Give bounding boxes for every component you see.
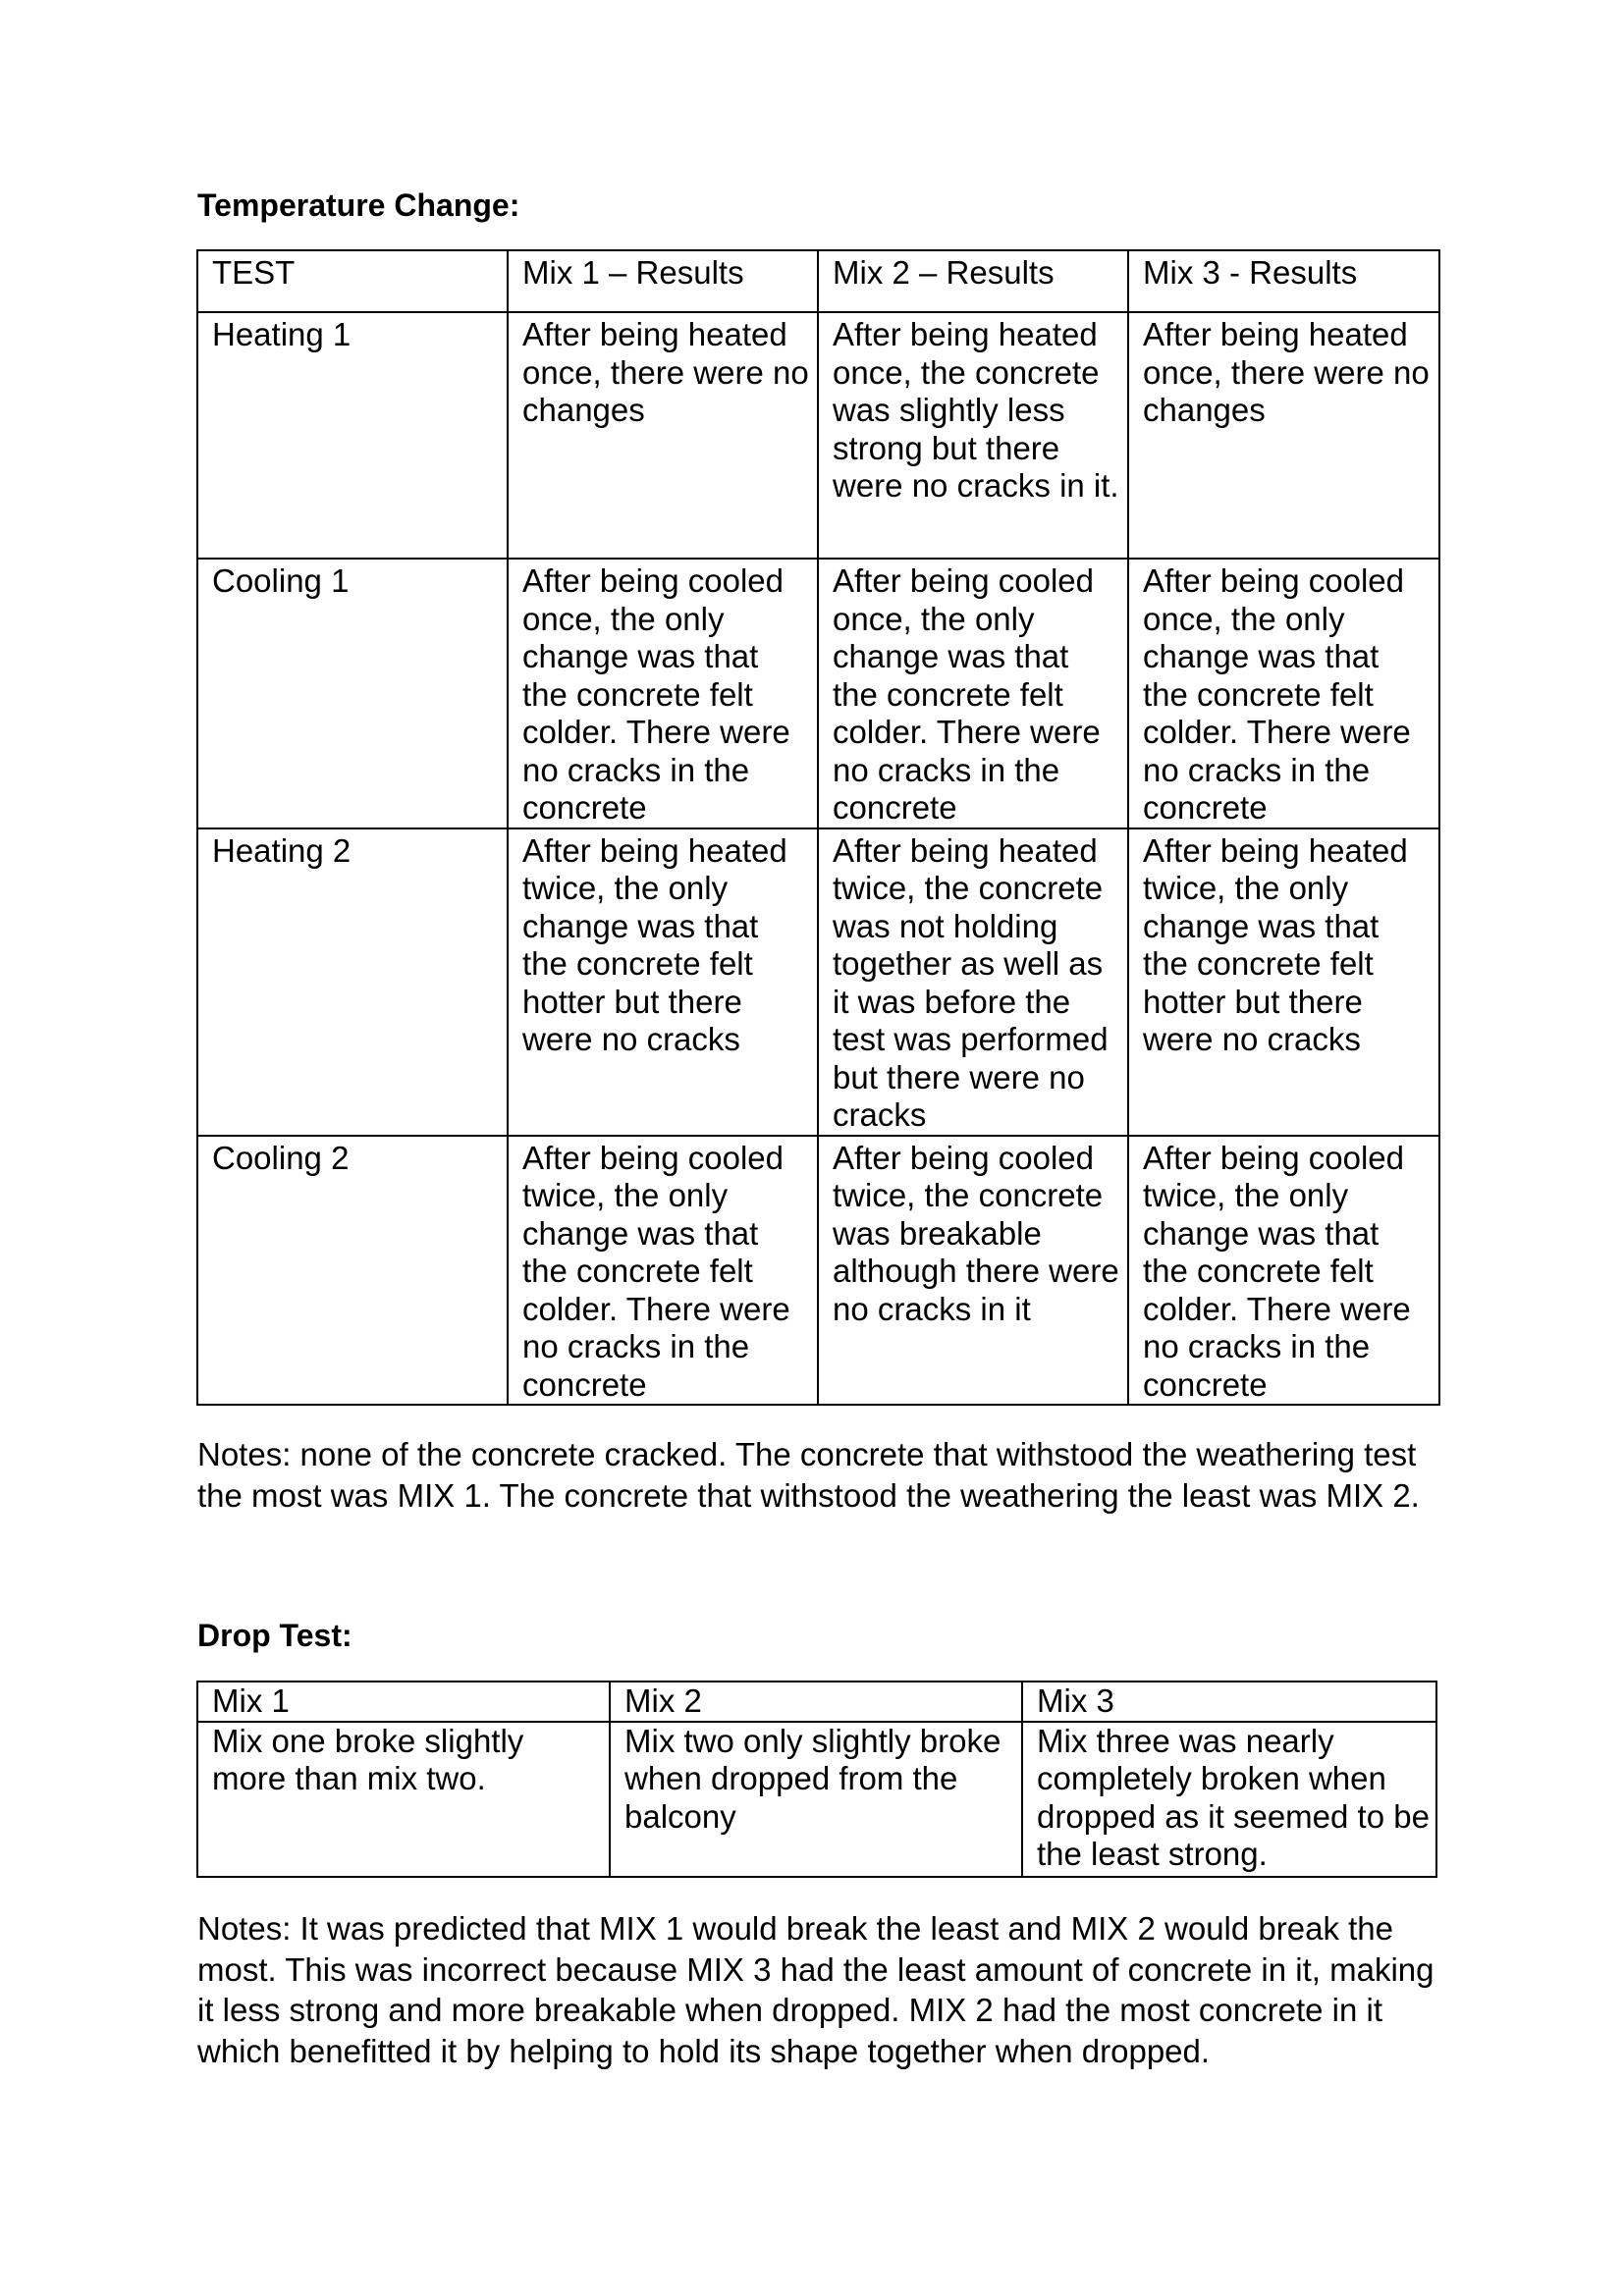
mix2-result-cell: After being heated once, the concrete was slightly less strong but there were no cracks in it. <box>818 312 1128 559</box>
test-name-cell: Heating 2 <box>197 828 508 1136</box>
drop-test-table <box>196 1681 1437 1878</box>
header-cell-mix2: Mix 2 <box>610 1682 1022 1722</box>
mix3-drop-result-cell: Mix three was nearly completely broken when dropped as it seemed to be the least strong. <box>1022 1722 1436 1877</box>
table-row <box>197 828 1439 1136</box>
test-name-cell: Heating 1 <box>197 312 508 559</box>
header-cell-mix2: Mix 2 – Results <box>818 250 1128 312</box>
table-row <box>197 1722 1436 1877</box>
header-cell-test: TEST <box>197 250 508 312</box>
drop-test-notes: Notes: It was predicted that MIX 1 would break the least and MIX 2 would break the most. This was incorrect because MIX 3 had the least amount of concrete in it, making it less strong and more breakable when dropped. MIX 2 had the most concrete in it which benefitted it by helping to hold its shape together when dropped. <box>197 1910 1435 2069</box>
mix3-result-cell: After being heated once, there were no changes <box>1128 312 1439 559</box>
header-cell-mix3: Mix 3 <box>1022 1682 1436 1722</box>
mix2-result-cell: After being cooled once, the only change was that the concrete felt colder. There were no cracks in the concrete <box>818 559 1128 828</box>
mix1-drop-result-cell: Mix one broke slightly more than mix two. <box>197 1722 610 1877</box>
mix2-drop-result-cell: Mix two only slightly broke when dropped from the balcony <box>610 1722 1022 1877</box>
temperature-change-table <box>196 249 1440 1406</box>
mix2-result-cell: After being heated twice, the concrete was not holding together as well as it was before the test was performed but there were no cracks <box>818 828 1128 1136</box>
temperature-change-heading: Temperature Change: <box>197 187 520 223</box>
table-row <box>197 1136 1439 1406</box>
mix1-result-cell: After being heated twice, the only change was that the concrete felt hotter but there were no cracks <box>508 828 818 1136</box>
mix3-result-cell: After being cooled twice, the only change was that the concrete felt colder. There were no cracks in the concrete <box>1128 1136 1439 1406</box>
mix3-result-cell: After being cooled once, the only change was that the concrete felt colder. There were no cracks in the concrete <box>1128 559 1439 828</box>
mix3-result-cell: After being heated twice, the only change was that the concrete felt hotter but there were no cracks <box>1128 828 1439 1136</box>
temperature-notes: Notes: none of the concrete cracked. The concrete that withstood the weathering test the most was MIX 1. The concrete that withstood the weathering the least was MIX 2. <box>197 1436 1420 1514</box>
test-name-cell: Cooling 2 <box>197 1136 508 1406</box>
mix1-result-cell: After being heated once, there were no changes <box>508 312 818 559</box>
mix1-result-cell: After being cooled once, the only change was that the concrete felt colder. There were no cracks in the concrete <box>508 559 818 828</box>
mix1-result-cell: After being cooled twice, the only change was that the concrete felt colder. There were no cracks in the concrete <box>508 1136 818 1406</box>
mix2-result-cell: After being cooled twice, the concrete was breakable although there were no cracks in it <box>818 1136 1128 1406</box>
header-cell-mix1: Mix 1 – Results <box>508 250 818 312</box>
drop-test-heading: Drop Test: <box>197 1618 352 1653</box>
table-header-row <box>197 250 1439 312</box>
header-cell-mix1: Mix 1 <box>197 1682 610 1722</box>
test-name-cell: Cooling 1 <box>197 559 508 828</box>
table-row <box>197 559 1439 828</box>
table-header-row <box>197 1682 1436 1722</box>
header-cell-mix3: Mix 3 - Results <box>1128 250 1439 312</box>
table-row <box>197 312 1439 559</box>
